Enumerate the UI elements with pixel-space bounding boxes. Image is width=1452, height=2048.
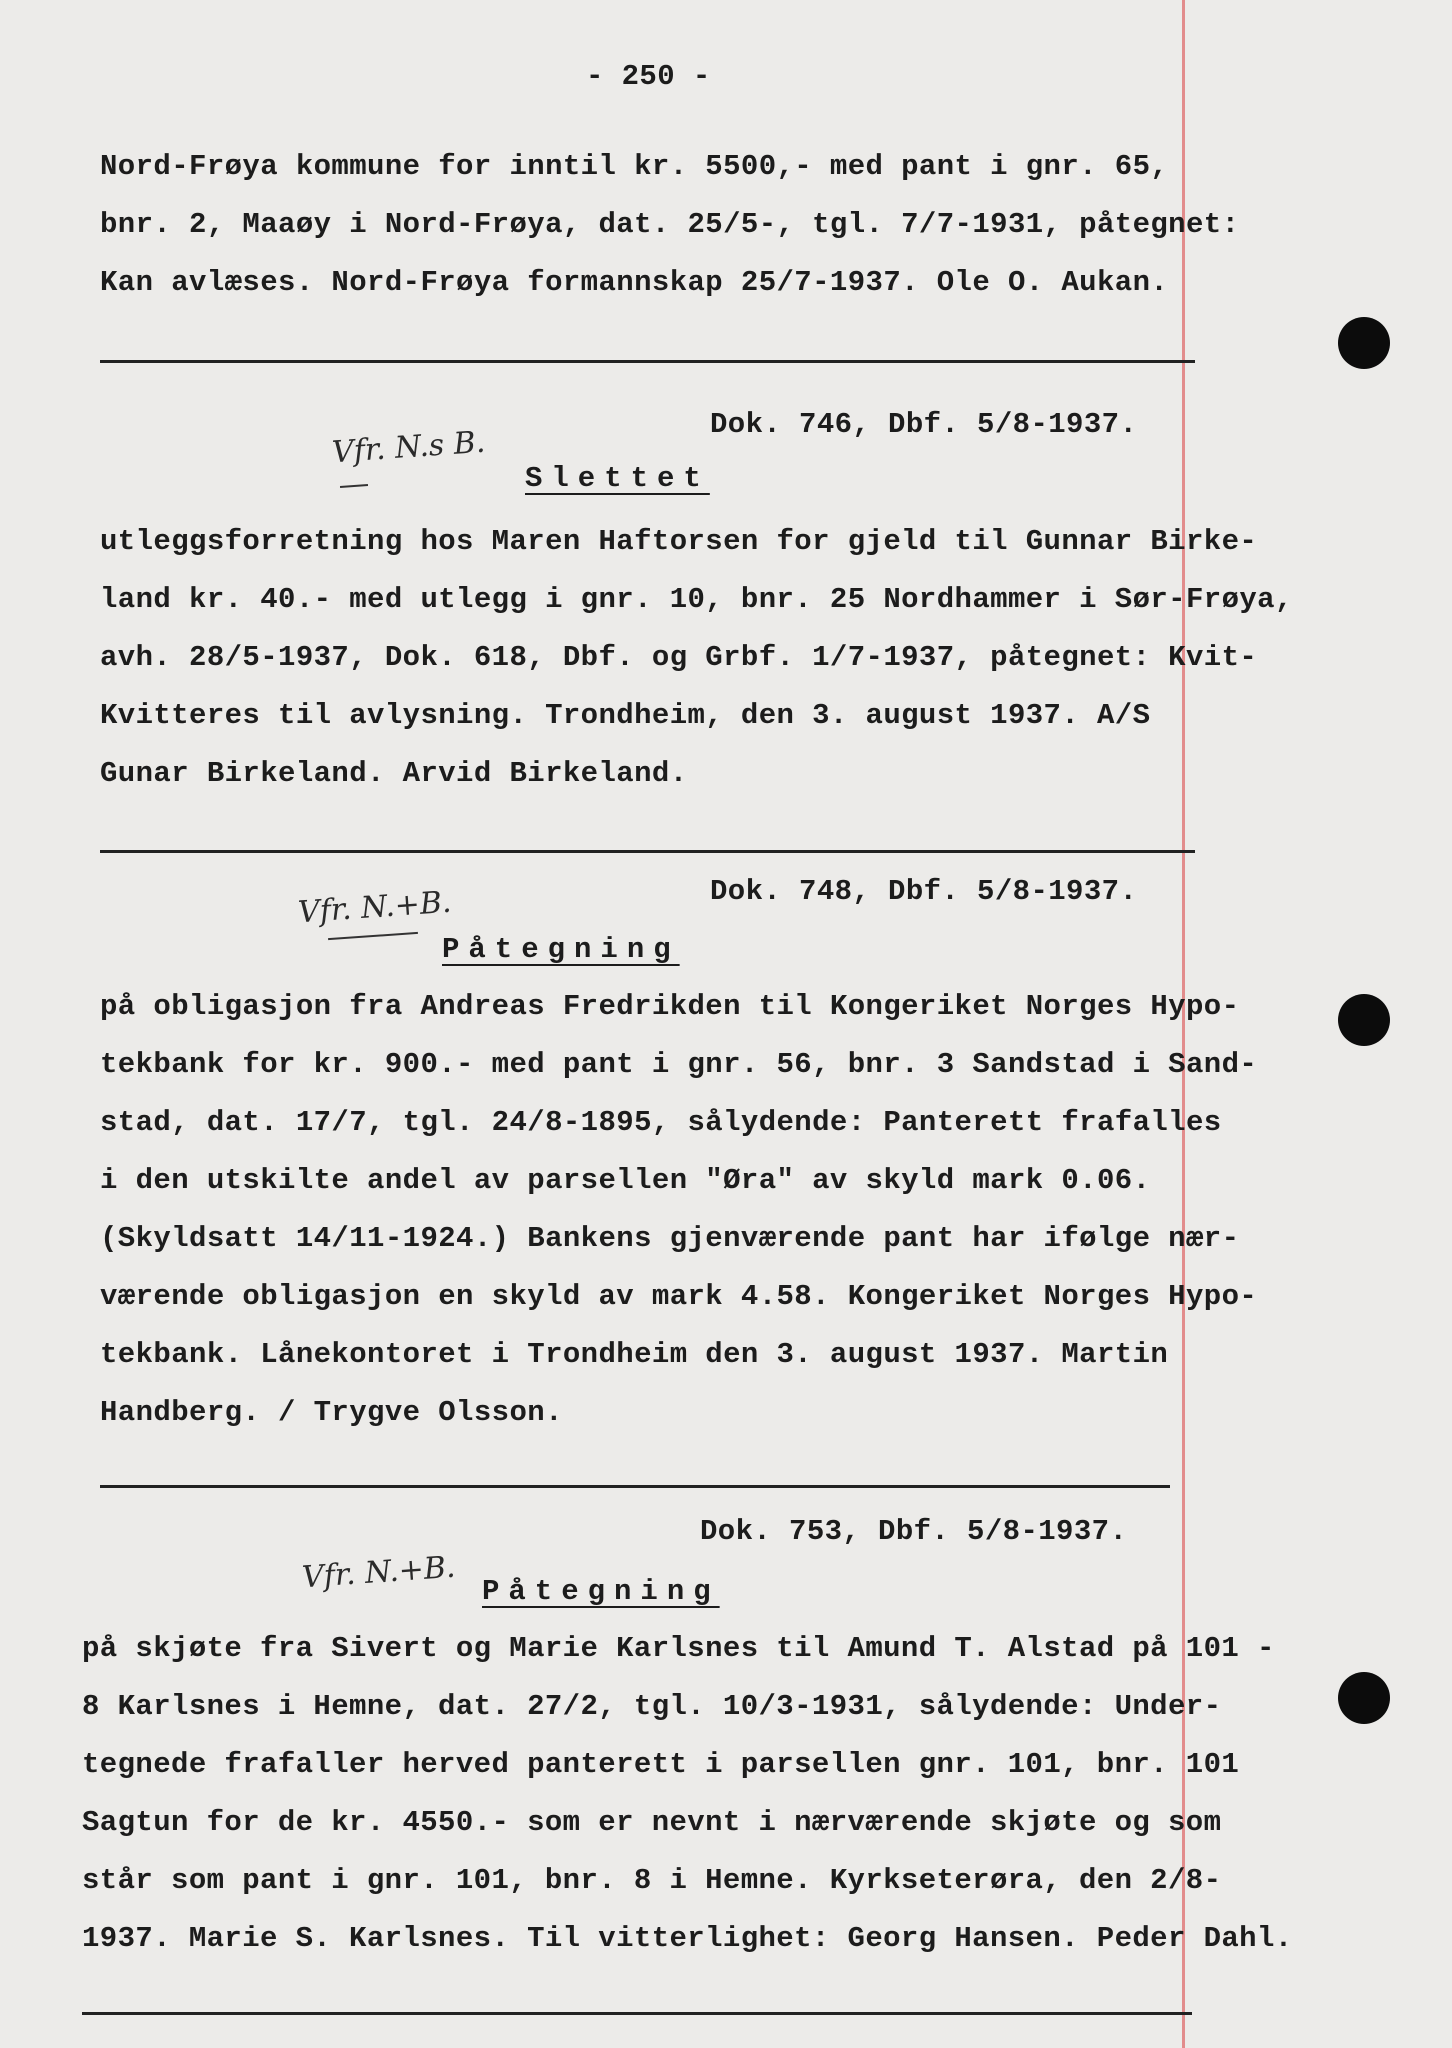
margin-note: Vfr. N.+B.: [296, 884, 453, 931]
entry-line: utleggsforretning hos Maren Haftorsen for gjeld til Gunnar Birke-: [100, 525, 1258, 558]
section-divider: [100, 1485, 1170, 1488]
punch-hole: [1338, 317, 1390, 369]
red-margin-line: [1182, 0, 1185, 2048]
page-number: - 250 -: [586, 60, 711, 93]
entry-line: (Skyldsatt 14/11-1924.) Bankens gjenværende pant har ifølge nær-: [100, 1222, 1240, 1255]
punch-hole: [1338, 1672, 1390, 1724]
section-divider: [82, 2012, 1192, 2015]
entry-line: 1937. Marie S. Karlsnes. Til vitterlighet: Georg Hansen. Peder Dahl.: [82, 1922, 1293, 1955]
entry-line: land kr. 40.- med utlegg i gnr. 10, bnr. 25 Nordhammer i Sør-Frøya,: [100, 583, 1293, 616]
entry-line: stad, dat. 17/7, tgl. 24/8-1895, sålydende: Panterett frafalles: [100, 1106, 1222, 1139]
section-divider: [100, 850, 1195, 853]
doc-ref: Dok. 748, Dbf. 5/8-1937.: [710, 875, 1138, 908]
entry-line: bnr. 2, Maaøy i Nord-Frøya, dat. 25/5-, tgl. 7/7-1931, påtegnet:: [100, 208, 1240, 241]
margin-note: Vfr. N.s B.: [330, 424, 487, 471]
entry-line: avh. 28/5-1937, Dok. 618, Dbf. og Grbf. 1/7-1937, påtegnet: Kvit-: [100, 641, 1258, 674]
entry-line: på skjøte fra Sivert og Marie Karlsnes til Amund T. Alstad på 101 -: [82, 1632, 1275, 1665]
note-dash: [328, 932, 418, 940]
entry-line: Sagtun for de kr. 4550.- som er nevnt i nærværende skjøte og som: [82, 1806, 1222, 1839]
entry-heading: Slettet: [525, 462, 710, 495]
entry-line: 8 Karlsnes i Hemne, dat. 27/2, tgl. 10/3-1931, sålydende: Under-: [82, 1690, 1222, 1723]
entry-heading: Påtegning: [442, 933, 680, 966]
entry-line: i den utskilte andel av parsellen "Øra" av skyld mark 0.06.: [100, 1164, 1151, 1197]
entry-line: står som pant i gnr. 101, bnr. 8 i Hemne. Kyrkseterøra, den 2/8-: [82, 1864, 1222, 1897]
margin-note: Vfr. N.+B.: [300, 1549, 457, 1596]
entry-line: på obligasjon fra Andreas Fredrikden til Kongeriket Norges Hypo-: [100, 990, 1240, 1023]
entry-line: Nord-Frøya kommune for inntil kr. 5500,- med pant i gnr. 65,: [100, 150, 1169, 183]
section-divider: [100, 360, 1195, 363]
entry-line: Handberg. / Trygve Olsson.: [100, 1396, 563, 1429]
entry-line: tekbank for kr. 900.- med pant i gnr. 56, bnr. 3 Sandstad i Sand-: [100, 1048, 1258, 1081]
punch-hole: [1338, 994, 1390, 1046]
entry-line: tekbank. Lånekontoret i Trondheim den 3. august 1937. Martin: [100, 1338, 1169, 1371]
entry-line: tegnede frafaller herved panterett i parsellen gnr. 101, bnr. 101: [82, 1748, 1240, 1781]
entry-line: Kan avlæses. Nord-Frøya formannskap 25/7-1937. Ole O. Aukan.: [100, 266, 1169, 299]
entry-line: Gunar Birkeland. Arvid Birkeland.: [100, 757, 688, 790]
entry-line: værende obligasjon en skyld av mark 4.58. Kongeriket Norges Hypo-: [100, 1280, 1258, 1313]
entry-heading: Påtegning: [482, 1575, 720, 1608]
entry-line: Kvitteres til avlysning. Trondheim, den 3. august 1937. A/S: [100, 699, 1151, 732]
doc-ref: Dok. 746, Dbf. 5/8-1937.: [710, 408, 1138, 441]
note-dash: [340, 484, 368, 488]
doc-ref: Dok. 753, Dbf. 5/8-1937.: [700, 1515, 1128, 1548]
